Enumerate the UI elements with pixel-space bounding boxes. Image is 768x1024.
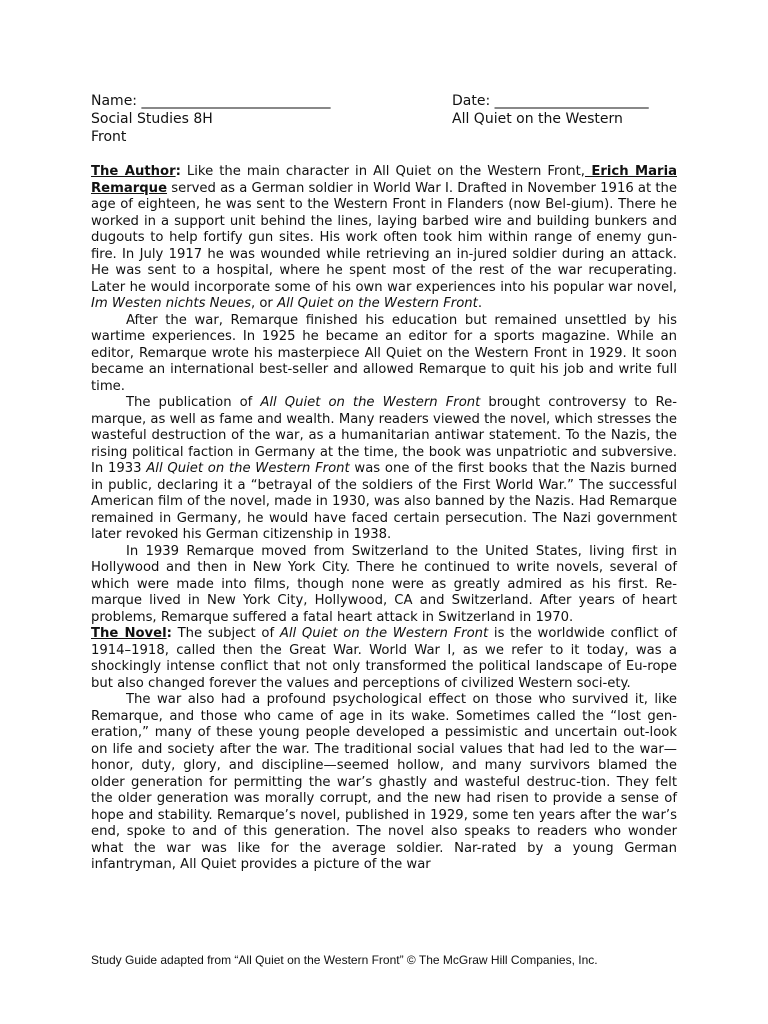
author-paragraph-3: The publication of All Quiet on the Western Front brought controversy to Re-marque, as well as fame and wealth. Many readers viewed the novel, which stresses the wasteful destruction of the war, as a humanitarian antiwar statement. To the Nazis, the rising political faction in Germany at the time, the book was unpatriotic and subversive. In 1933 All Quiet on the Western Front was one of the first books that the Nazis burned in public, declaring it a “betrayal of the soldiers of the First World War.” The successful American film of the novel, made in 1930, was also banned by the Nazis. Had Remarque remained in Germany, he would have faced certain persecution. The Nazi government later revoked his German citizenship in 1938. bbox=[91, 395, 678, 542]
novel-paragraph-1: The Novel: The subject of All Quiet on the Western Front is the worldwide conflict of 1914–1918, called then the Great War. World War I, as we refer to it today, was a shockingly intense conflict that not only transformed the political landscape of Eu-rope but also changed forever the values and perceptions of civilized Western soci-ety. bbox=[91, 626, 677, 691]
unit-title: All Quiet on the Western bbox=[452, 111, 623, 127]
author-paragraph-4: In 1939 Remarque moved from Switzerland to the United States, living first in Hollywood and then in New York City. There he continued to write novels, several of which were made into films, though none were as greatly admired as his first. Re-marque lived in New York City, Hollywood, CA and Switzerland. After years of heart problems, Remarque suffered a fatal heart attack in Switzerland in 1970. bbox=[91, 543, 677, 625]
worksheet-header bbox=[91, 92, 681, 146]
date-field-label: Date: ______________________ bbox=[452, 93, 649, 109]
author-heading: The Author bbox=[91, 164, 176, 179]
name-field-label: Name: ___________________________ bbox=[91, 93, 331, 109]
course-title: Social Studies 8H bbox=[91, 111, 213, 127]
article-body bbox=[91, 164, 677, 874]
page-footer: Study Guide adapted from “All Quiet on the Western Front” © The McGraw Hill Companies, Inc. bbox=[91, 953, 598, 967]
author-name: Erich Maria Remarque bbox=[91, 164, 677, 196]
author-paragraph-2: After the war, Remarque finished his education but remained unsettled by his wartime experiences. In 1925 he became an editor for a sports magazine. While an editor, Remarque wrote his masterpiece All Quiet on the Western Front in 1929. It soon became an international best-seller and allowed Remarque to quit his job and write full time. bbox=[91, 312, 677, 394]
novel-heading: The Novel bbox=[91, 626, 167, 641]
novel-paragraph-2: The war also had a profound psychological effect on those who survived it, like Remarque, and those who came of age in its wake. Sometimes called the “lost gen-eration,” many of these young people developed a pessimistic and uncertain out-look on life and society after the war. The traditional social values that had led to the war—honor, duty, glory, and discipline—seemed hollow, and many survivors blamed the older generation for permitting the war’s ghastly and wasteful destruc-tion. They felt the older generation was morally corrupt, and the new had risen to provide a sense of hope and stability. Remarque’s novel, published in 1929, some ten years after the war’s end, spoke to and of this generation. The novel also speaks to readers who wonder what the war was like for the average soldier. Nar-rated by a young German infantryman, All Quiet provides a picture of the war bbox=[91, 692, 677, 872]
author-paragraph-1: The Author: Like the main character in All Quiet on the Western Front, Erich Maria Remarque served as a German soldier in World War I. Drafted in November 1916 at the age of eighteen, he was sent to the Western Front in Flanders (now Bel-gium). There he worked in a support unit behind the lines, laying barbed wire and building bunkers and dugouts to help fortify gun sites. His work often took him within range of enemy gun- fire. In July 1917 he was wounded while retrieving an in-jured soldier during an attack. He was sent to a hospital, where he spent most of the rest of the war recuperating. Later he would incorporate some of his own war experiences into his popular war novel, Im Westen nichts Neues, or All Quiet on the Western Front. bbox=[91, 164, 677, 311]
unit-title-continued: Front bbox=[91, 129, 127, 145]
